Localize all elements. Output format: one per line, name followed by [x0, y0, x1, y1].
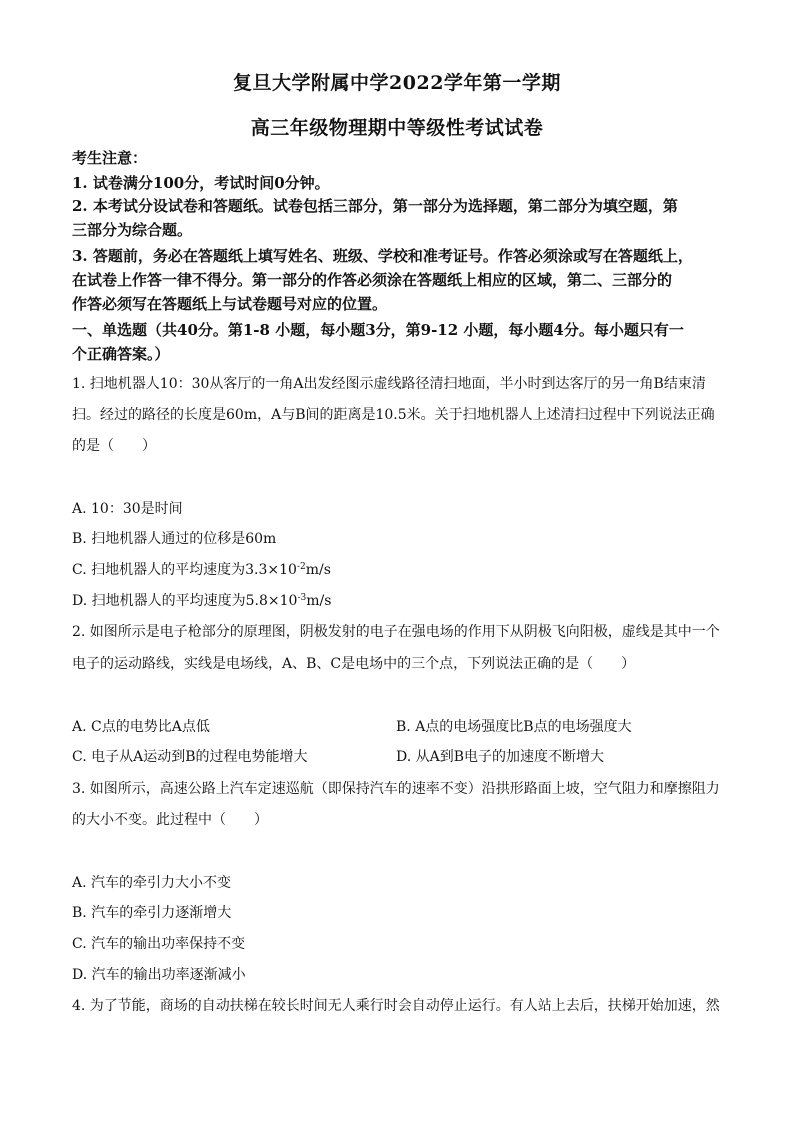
notice-item-2-line1: 2. 本考试分设试卷和答题纸。试卷包括三部分，第一部分为选择题，第二部分为填空题，第 — [72, 197, 678, 215]
q1-stem-line1: 1. 扫地机器人10：30从客厅的一角A出发经图示虚线路径清扫地面，半小时到达客厅的另一角B结束清 — [72, 376, 706, 392]
notice-item-3-line3: 作答必须写在答题纸上与试卷题号对应的位置。 — [72, 295, 388, 313]
q1-option-a: A. 10：30是时间 — [72, 501, 183, 517]
q3-stem-line2: 的大小不变。此过程中（ ） — [72, 812, 268, 828]
q1-option-c — [72, 560, 732, 580]
q2-stem-line1: 2. 如图所示是电子枪部分的原理图，阴极发射的电子在强电场的作用下从阴极飞向阳极，虚线是其中一个 — [72, 624, 720, 640]
q1-option-c-unit: m/s — [305, 562, 331, 578]
exam-title-line2: 高三年级物理期中等级性考试试卷 — [250, 117, 544, 139]
q1-option-d-exponent: -3 — [297, 593, 307, 603]
exam-title-line1: 复旦大学附属中学2022学年第一学期 — [233, 72, 561, 94]
q3-option-c: C. 汽车的输出功率保持不变 — [72, 936, 246, 952]
notice-item-3-line2: 在试卷上作答一律不得分。第一部分的作答必须涂在答题纸上相应的区域，第二、三部分的 — [72, 271, 673, 289]
q3-option-b: B. 汽车的牵引力逐渐增大 — [72, 905, 232, 921]
q2-option-c: C. 电子从A运动到B的过程电势能增大 — [72, 749, 308, 765]
q1-stem-line2: 扫。经过的路径的长度是60m，A与B间的距离是10.5米。关于扫地机器人上述清扫过程中下列说法正确 — [72, 407, 715, 423]
q1-option-c-exponent: -2 — [296, 562, 306, 572]
notice-heading: 考生注意： — [72, 149, 148, 167]
q1-option-b: B. 扫地机器人通过的位移是60m — [72, 531, 277, 547]
section1-heading-line2: 个正确答案。） — [72, 345, 170, 363]
q2-option-a: A. C点的电势比A点低 — [72, 719, 210, 735]
q3-stem-line1: 3. 如图所示，高速公路上汽车定速巡航（即保持汽车的速率不变）沿拱形路面上坡，空气阻力和摩擦阻力 — [72, 781, 720, 797]
q2-stem-line2: 电子的运动路线，实线是电场线，A、B、C是电场中的三个点，下列说法正确的是（ ） — [72, 656, 636, 672]
q1-option-d — [72, 591, 732, 611]
q1-option-d-text: D. 扫地机器人的平均速度为5.8×10 — [72, 593, 298, 609]
q2-option-d: D. 从A到B电子的加速度不断增大 — [396, 749, 605, 765]
q1-option-c-text: C. 扫地机器人的平均速度为3.3×10 — [72, 562, 297, 578]
section1-heading-line1: 一、单选题（共40分。第1-8 小题，每小题3分，第9-12 小题，每小题4分。每小题只有一 — [72, 321, 684, 339]
notice-item-1: 1. 试卷满分100分，考试时间0分钟。 — [72, 174, 330, 192]
q4-stem-line1: 4. 为了节能，商场的自动扶梯在较长时间无人乘行时会自动停止运行。有人站上去后，扶梯开始加速，然 — [72, 998, 720, 1014]
notice-item-2-line2: 三部分为综合题。 — [72, 221, 193, 239]
q1-stem-line3: 的是（ ） — [72, 438, 156, 454]
q3-option-d: D. 汽车的输出功率逐渐减小 — [72, 967, 246, 983]
q3-option-a: A. 汽车的牵引力大小不变 — [72, 875, 232, 891]
q2-option-b: B. A点的电场强度比B点的电场强度大 — [396, 719, 632, 735]
notice-item-3-line1: 3. 答题前，务必在答题纸上填写姓名、班级、学校和准考证号。作答必须涂或写在答题纸上， — [72, 247, 693, 265]
q1-option-d-unit: m/s — [306, 593, 332, 609]
